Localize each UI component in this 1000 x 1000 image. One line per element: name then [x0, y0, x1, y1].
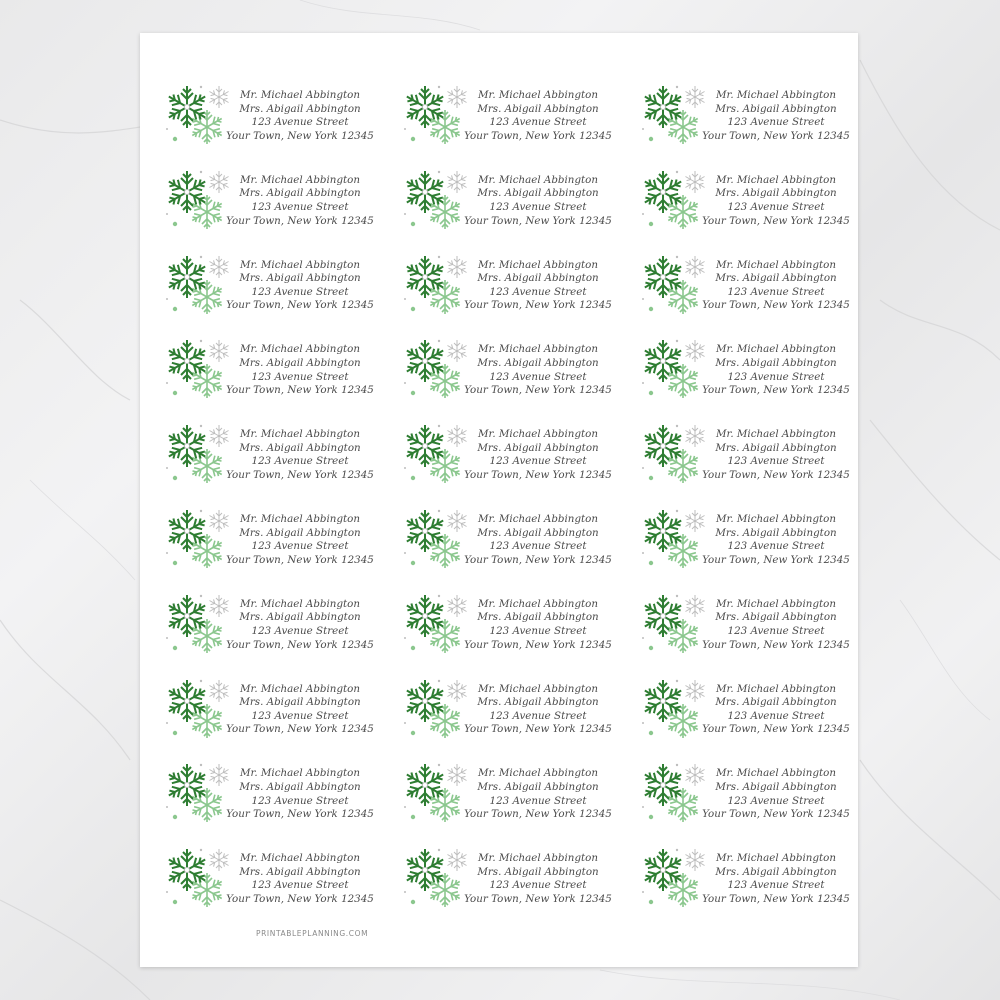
address-line-3: 123 Avenue Street: [727, 709, 825, 722]
address-line-3: 123 Avenue Street: [727, 455, 825, 468]
address-label: [393, 251, 613, 335]
address-line-1: Mr. Michael Abbington: [715, 258, 837, 271]
address-line-3: 123 Avenue Street: [489, 794, 587, 807]
address-line-4: Your Town, New York 12345: [226, 129, 374, 142]
address-line-1: Mr. Michael Abbington: [715, 343, 837, 356]
address-line-4: Your Town, New York 12345: [226, 553, 374, 566]
address-text: [701, 174, 851, 228]
address-line-1: Mr. Michael Abbington: [477, 513, 599, 525]
address-text: [701, 767, 851, 821]
address-text: [701, 89, 851, 143]
snowflake-cluster-icon: [155, 251, 235, 323]
address-line-1: Mr. Michael Abbington: [239, 682, 361, 695]
address-line-2: Mrs. Abigail Abbington: [477, 102, 599, 115]
address-line-2: Mrs. Abigail Abbington: [477, 356, 599, 369]
address-line-3: 123 Avenue Street: [727, 794, 825, 807]
address-label: [155, 420, 375, 504]
address-text: [463, 174, 613, 228]
address-text: [701, 428, 851, 482]
address-line-1: Mr. Michael Abbington: [715, 513, 837, 525]
snowflake-cluster-icon: [631, 166, 711, 238]
snowflake-cluster-icon: [631, 420, 711, 492]
snowflake-cluster-icon: [393, 81, 473, 153]
address-line-1: Mr. Michael Abbington: [477, 682, 599, 695]
address-label: [155, 675, 375, 759]
address-text: [701, 259, 851, 313]
address-line-2: Mrs. Abigail Abbington: [239, 865, 361, 878]
address-line-2: Mrs. Abigail Abbington: [477, 187, 599, 200]
snowflake-cluster-icon: [393, 759, 473, 831]
address-label: [631, 81, 851, 165]
address-line-4: Your Town, New York 12345: [702, 299, 850, 312]
address-line-3: 123 Avenue Street: [251, 794, 349, 807]
address-line-2: Mrs. Abigail Abbington: [477, 526, 599, 539]
address-line-1: Mr. Michael Abbington: [715, 682, 837, 695]
address-text: [225, 767, 375, 821]
address-line-2: Mrs. Abigail Abbington: [239, 102, 361, 115]
address-line-2: Mrs. Abigail Abbington: [715, 780, 837, 793]
address-text: [463, 89, 613, 143]
snowflake-cluster-icon: [155, 590, 235, 662]
address-label: [393, 420, 613, 504]
address-line-4: Your Town, New York 12345: [226, 299, 374, 312]
address-line-4: Your Town, New York 12345: [464, 553, 612, 566]
address-text: [225, 852, 375, 906]
address-line-1: Mr. Michael Abbington: [477, 343, 599, 356]
address-line-1: Mr. Michael Abbington: [477, 767, 599, 780]
address-line-1: Mr. Michael Abbington: [239, 852, 361, 865]
address-label: [631, 590, 851, 674]
address-line-4: Your Town, New York 12345: [226, 808, 374, 821]
address-line-3: 123 Avenue Street: [489, 116, 587, 129]
address-line-2: Mrs. Abigail Abbington: [239, 611, 361, 624]
address-line-3: 123 Avenue Street: [727, 116, 825, 129]
address-label: [393, 166, 613, 250]
address-text: [463, 852, 613, 906]
address-line-1: Mr. Michael Abbington: [477, 852, 599, 865]
address-line-3: 123 Avenue Street: [251, 370, 349, 383]
address-line-2: Mrs. Abigail Abbington: [239, 441, 361, 454]
address-line-1: Mr. Michael Abbington: [239, 767, 361, 780]
address-line-1: Mr. Michael Abbington: [239, 428, 361, 441]
address-line-4: Your Town, New York 12345: [464, 468, 612, 481]
address-line-4: Your Town, New York 12345: [226, 723, 374, 736]
address-line-2: Mrs. Abigail Abbington: [715, 272, 837, 285]
address-label: [155, 251, 375, 335]
address-line-2: Mrs. Abigail Abbington: [239, 696, 361, 709]
snowflake-cluster-icon: [393, 505, 473, 577]
address-label: [155, 590, 375, 674]
address-label: [631, 759, 851, 843]
snowflake-cluster-icon: [631, 251, 711, 323]
address-label: [155, 335, 375, 419]
address-line-3: 123 Avenue Street: [489, 540, 587, 553]
address-line-3: 123 Avenue Street: [489, 455, 587, 468]
address-line-1: Mr. Michael Abbington: [715, 852, 837, 865]
address-line-1: Mr. Michael Abbington: [715, 767, 837, 780]
snowflake-cluster-icon: [631, 505, 711, 577]
address-text: [701, 598, 851, 652]
address-line-3: 123 Avenue Street: [489, 370, 587, 383]
snowflake-cluster-icon: [631, 675, 711, 747]
address-label: [393, 759, 613, 843]
address-label: [155, 166, 375, 250]
address-label: [631, 505, 851, 589]
address-line-1: Mr. Michael Abbington: [477, 597, 599, 610]
address-label: [155, 844, 375, 928]
address-text: [225, 343, 375, 397]
address-text: [463, 428, 613, 482]
address-text: [225, 513, 375, 567]
address-line-2: Mrs. Abigail Abbington: [477, 441, 599, 454]
snowflake-cluster-icon: [155, 759, 235, 831]
address-line-4: Your Town, New York 12345: [226, 468, 374, 481]
address-text: [225, 683, 375, 737]
snowflake-cluster-icon: [631, 81, 711, 153]
address-line-3: 123 Avenue Street: [727, 540, 825, 553]
address-line-3: 123 Avenue Street: [251, 879, 349, 892]
address-line-2: Mrs. Abigail Abbington: [239, 780, 361, 793]
address-text: [463, 343, 613, 397]
address-line-3: 123 Avenue Street: [489, 624, 587, 637]
address-line-1: Mr. Michael Abbington: [239, 258, 361, 271]
address-label: [631, 251, 851, 335]
address-line-1: Mr. Michael Abbington: [477, 173, 599, 186]
address-line-4: Your Town, New York 12345: [702, 553, 850, 566]
address-text: [701, 852, 851, 906]
address-label: [393, 81, 613, 165]
address-line-1: Mr. Michael Abbington: [239, 597, 361, 610]
address-line-2: Mrs. Abigail Abbington: [715, 865, 837, 878]
address-line-4: Your Town, New York 12345: [226, 214, 374, 227]
address-line-1: Mr. Michael Abbington: [715, 173, 837, 186]
snowflake-cluster-icon: [393, 166, 473, 238]
address-line-4: Your Town, New York 12345: [702, 214, 850, 227]
address-line-1: Mr. Michael Abbington: [477, 258, 599, 271]
label-sheet: [140, 33, 858, 967]
address-label: [393, 590, 613, 674]
address-text: [463, 259, 613, 313]
address-line-4: Your Town, New York 12345: [464, 808, 612, 821]
address-text: [225, 598, 375, 652]
address-line-4: Your Town, New York 12345: [464, 299, 612, 312]
address-line-2: Mrs. Abigail Abbington: [239, 526, 361, 539]
address-line-4: Your Town, New York 12345: [702, 384, 850, 397]
address-line-1: Mr. Michael Abbington: [239, 343, 361, 356]
address-line-4: Your Town, New York 12345: [702, 638, 850, 651]
address-line-4: Your Town, New York 12345: [464, 892, 612, 905]
address-line-3: 123 Avenue Street: [727, 285, 825, 298]
address-line-4: Your Town, New York 12345: [226, 892, 374, 905]
address-line-1: Mr. Michael Abbington: [239, 513, 361, 525]
address-label: [631, 166, 851, 250]
address-line-1: Mr. Michael Abbington: [239, 173, 361, 186]
address-line-4: Your Town, New York 12345: [702, 468, 850, 481]
address-line-2: Mrs. Abigail Abbington: [477, 865, 599, 878]
address-line-1: Mr. Michael Abbington: [477, 428, 599, 441]
address-line-2: Mrs. Abigail Abbington: [477, 696, 599, 709]
address-text: [463, 598, 613, 652]
address-line-3: 123 Avenue Street: [489, 285, 587, 298]
snowflake-cluster-icon: [393, 844, 473, 916]
address-line-4: Your Town, New York 12345: [702, 723, 850, 736]
address-text: [463, 767, 613, 821]
address-line-3: 123 Avenue Street: [251, 709, 349, 722]
address-line-4: Your Town, New York 12345: [226, 638, 374, 651]
address-line-1: Mr. Michael Abbington: [477, 89, 599, 101]
address-label: [155, 81, 375, 165]
snowflake-cluster-icon: [631, 759, 711, 831]
address-line-2: Mrs. Abigail Abbington: [239, 272, 361, 285]
address-text: [225, 259, 375, 313]
address-line-1: Mr. Michael Abbington: [715, 89, 837, 101]
snowflake-cluster-icon: [155, 420, 235, 492]
address-line-3: 123 Avenue Street: [251, 624, 349, 637]
address-line-2: Mrs. Abigail Abbington: [715, 441, 837, 454]
address-line-1: Mr. Michael Abbington: [715, 597, 837, 610]
footer-brand: PRINTABLEPLANNING.COM: [256, 929, 369, 938]
address-label: [155, 759, 375, 843]
address-line-3: 123 Avenue Street: [727, 370, 825, 383]
snowflake-cluster-icon: [155, 675, 235, 747]
snowflake-cluster-icon: [631, 590, 711, 662]
address-line-2: Mrs. Abigail Abbington: [715, 696, 837, 709]
address-line-2: Mrs. Abigail Abbington: [715, 187, 837, 200]
address-text: [225, 174, 375, 228]
address-line-3: 123 Avenue Street: [251, 116, 349, 129]
address-label: [393, 335, 613, 419]
address-line-2: Mrs. Abigail Abbington: [477, 611, 599, 624]
address-label: [631, 420, 851, 504]
snowflake-cluster-icon: [155, 166, 235, 238]
snowflake-cluster-icon: [393, 335, 473, 407]
address-label: [393, 505, 613, 589]
snowflake-cluster-icon: [393, 420, 473, 492]
address-line-4: Your Town, New York 12345: [464, 214, 612, 227]
address-line-4: Your Town, New York 12345: [226, 384, 374, 397]
snowflake-cluster-icon: [393, 251, 473, 323]
address-label: [393, 844, 613, 928]
address-line-2: Mrs. Abigail Abbington: [715, 611, 837, 624]
address-line-2: Mrs. Abigail Abbington: [715, 356, 837, 369]
address-text: [701, 513, 851, 567]
address-label: [631, 844, 851, 928]
snowflake-cluster-icon: [631, 844, 711, 916]
address-line-3: 123 Avenue Street: [251, 200, 349, 213]
address-line-3: 123 Avenue Street: [727, 200, 825, 213]
address-label: [155, 505, 375, 589]
address-line-3: 123 Avenue Street: [251, 285, 349, 298]
address-text: [225, 89, 375, 143]
snowflake-cluster-icon: [155, 844, 235, 916]
address-line-3: 123 Avenue Street: [251, 540, 349, 553]
address-line-2: Mrs. Abigail Abbington: [715, 102, 837, 115]
address-label: [393, 675, 613, 759]
address-line-4: Your Town, New York 12345: [702, 808, 850, 821]
address-label: [631, 335, 851, 419]
address-line-3: 123 Avenue Street: [489, 879, 587, 892]
address-line-3: 123 Avenue Street: [489, 200, 587, 213]
address-line-4: Your Town, New York 12345: [464, 638, 612, 651]
address-line-3: 123 Avenue Street: [489, 709, 587, 722]
snowflake-cluster-icon: [393, 675, 473, 747]
snowflake-cluster-icon: [155, 505, 235, 577]
snowflake-cluster-icon: [155, 335, 235, 407]
address-line-4: Your Town, New York 12345: [464, 129, 612, 142]
address-line-4: Your Town, New York 12345: [702, 892, 850, 905]
address-line-4: Your Town, New York 12345: [464, 723, 612, 736]
address-line-2: Mrs. Abigail Abbington: [239, 187, 361, 200]
address-line-2: Mrs. Abigail Abbington: [715, 526, 837, 539]
address-line-2: Mrs. Abigail Abbington: [477, 780, 599, 793]
address-text: [463, 683, 613, 737]
snowflake-cluster-icon: [155, 81, 235, 153]
snowflake-cluster-icon: [631, 335, 711, 407]
address-line-3: 123 Avenue Street: [727, 879, 825, 892]
address-line-3: 123 Avenue Street: [727, 624, 825, 637]
address-line-2: Mrs. Abigail Abbington: [477, 272, 599, 285]
address-text: [225, 428, 375, 482]
address-line-1: Mr. Michael Abbington: [239, 89, 361, 101]
address-label: [631, 675, 851, 759]
address-line-3: 123 Avenue Street: [251, 455, 349, 468]
snowflake-cluster-icon: [393, 590, 473, 662]
address-line-4: Your Town, New York 12345: [702, 129, 850, 142]
address-line-2: Mrs. Abigail Abbington: [239, 356, 361, 369]
address-text: [701, 683, 851, 737]
address-text: [701, 343, 851, 397]
address-text: [463, 513, 613, 567]
address-line-4: Your Town, New York 12345: [464, 384, 612, 397]
address-line-1: Mr. Michael Abbington: [715, 428, 837, 441]
